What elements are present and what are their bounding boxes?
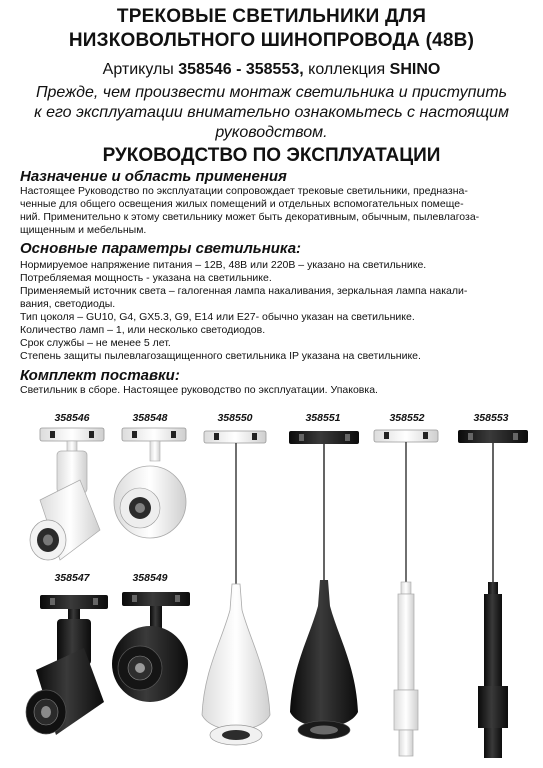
params-line: Срок службы – не менее 5 лет.	[20, 337, 171, 349]
articles-range: 358546 - 358553,	[178, 61, 304, 78]
intro-line-1: Прежде, чем произвести монтаж светильника и приступить	[35, 84, 508, 101]
product-code-358552: 358552	[389, 412, 425, 424]
spotlight-358548-white	[114, 428, 186, 538]
params-line: Тип цоколя – GU10, G4, GX5.3, G9, E14 или E27- обычно указан на светильнике.	[20, 311, 415, 323]
collection-name: SHINO	[389, 61, 441, 78]
product-code-358553: 358553	[473, 412, 509, 424]
purpose-heading: Назначение и область применения	[20, 168, 287, 185]
collection-prefix: коллекция	[303, 61, 390, 78]
intro-line-2: к его эксплуатации внимательно ознакомьтесь с настоящим	[34, 104, 509, 121]
params-line: Применяемый источник света – галогенная лампа накаливания, зеркальная лампа накали-	[20, 285, 468, 297]
purpose-line: Настоящее Руководство по эксплуатации сопровождает трековые светильники, предназна-	[20, 185, 468, 197]
spotlight-358547-black	[26, 595, 108, 735]
params-line: Степень защиты пылевлагозащищенного светильника IP указана на светильнике.	[20, 350, 421, 362]
product-code-358550: 358550	[217, 412, 253, 424]
product-code-358548: 358548	[132, 412, 168, 424]
params-line: Потребляемая мощность - указана на светильнике.	[20, 272, 272, 284]
purpose-line: щищенным и мебельным.	[20, 224, 147, 236]
product-code-358551: 358551	[305, 412, 341, 424]
params-heading: Основные параметры светильника:	[20, 240, 302, 257]
title-line-1: ТРЕКОВЫЕ СВЕТИЛЬНИКИ ДЛЯ	[116, 6, 427, 27]
params-line: Количество ламп – 1, или несколько светодиодов.	[20, 324, 266, 336]
guide-title: РУКОВОДСТВО ПО ЭКСПЛУАТАЦИИ	[102, 145, 441, 166]
kit-heading: Комплект поставки:	[20, 367, 180, 384]
pendant-358552-white-tube	[374, 430, 438, 756]
pendant-358553-black-tube	[458, 430, 528, 758]
articles-prefix: Артикулы	[102, 61, 179, 78]
product-code-358547: 358547	[54, 572, 90, 584]
params-line: вания, светодиоды.	[20, 298, 116, 310]
intro-line-3: руководством.	[215, 124, 328, 141]
spotlight-358546-white	[30, 428, 104, 560]
pendant-358550-white	[202, 431, 270, 745]
pendant-358551-black	[289, 431, 359, 739]
params-line: Нормируемое напряжение питания – 12В, 48В или 220В – указано на светильнике.	[20, 259, 427, 271]
product-code-358546: 358546	[54, 412, 90, 424]
purpose-line: ний. Применительно к этому светильнику может быть декоративным, обычным, пылевлагоза-	[20, 211, 480, 223]
kit-text: Светильник в сборе. Настоящее руководство по эксплуатации. Упаковка.	[20, 384, 378, 396]
spotlight-358549-black	[112, 592, 190, 702]
title-line-2: НИЗКОВОЛЬТНОГО ШИНОПРОВОДА (48В)	[68, 30, 475, 51]
product-code-358549: 358549	[132, 572, 168, 584]
purpose-line: ченные для общего освещения жилых помещений и отдельных вспомогательных помеще-	[20, 198, 464, 210]
